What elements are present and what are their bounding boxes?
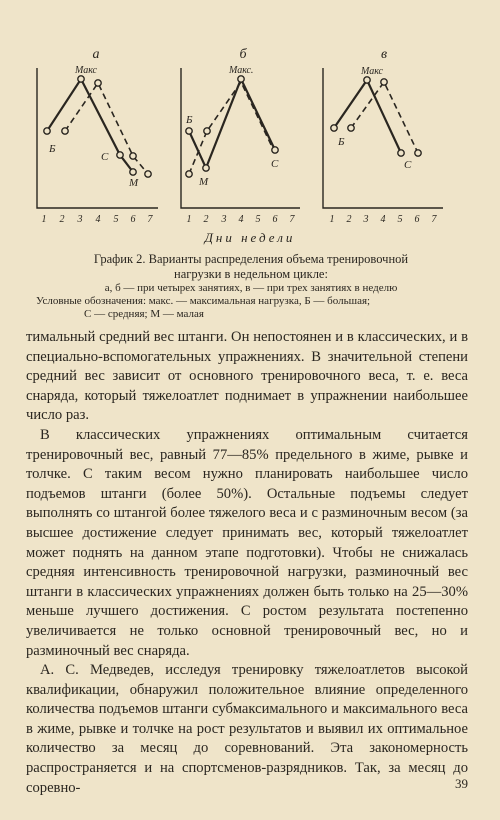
svg-text:5: 5 <box>113 214 119 225</box>
caption-title: График 2. Варианты распределения объема тренировочной нагрузки в недельном цикле: <box>93 252 409 281</box>
data-point <box>238 76 244 82</box>
data-point <box>381 79 387 85</box>
svg-text:6: 6 <box>272 214 278 225</box>
data-point <box>130 153 136 159</box>
panel-letter: а <box>92 47 100 62</box>
svg-text:3: 3 <box>363 214 369 225</box>
x-ticks <box>42 214 154 225</box>
paragraph: А. С. Медведев, исследуя тренировку тяжелоатлетов высокой квалификации, обнаружил положительное влияние определенного количества подъемов штанги субмаксимального и максимального веса в жиме, рывке и толчке на рост результатов и выявил их оптимальное количество за месяц до соревнований. Эта закономерность распространяется и на спортсменов-разрядников. Так, за месяц до соревно- <box>26 662 468 796</box>
svg-text:6: 6 <box>414 214 420 225</box>
paragraph: В классических упражнениях оптимальным считается тренировочный вес, равный 77—85% предельного в жиме, рывке и толчке. С таким весом нужно планировать наибольшее число подъемов штанги (более 50%). Остальные подъемы следует выполнять со штангой более тяжелого веса и с разминочным весом (за высшее достижение следует принимать вес, который тяжелоатлет может поднять на данном этапе подготовки). Чтобы не снижалась средняя интенсивность тренировочной нагрузки, разминочный вес штанги в классических упражнениях должен быть только на 25—30% меньше лучшего достижения. С ростом результата постепенно увеличивается не только основной тренировочный вес, но и разминочный вес снаряда. <box>26 426 468 659</box>
point-label: Макс <box>75 65 97 76</box>
data-point <box>44 128 50 134</box>
point-label: С <box>101 151 109 163</box>
svg-text:1: 1 <box>329 214 335 225</box>
data-point <box>415 150 421 156</box>
point-label: Б <box>49 143 56 155</box>
svg-text:3: 3 <box>221 214 227 225</box>
caption-note: а, б — при четырех занятиях, в — при трех занятиях в неделю <box>104 282 398 294</box>
data-point <box>204 128 210 134</box>
x-axis-label: Дни недели <box>204 230 296 245</box>
x-ticks <box>330 214 438 225</box>
svg-text:6: 6 <box>130 214 136 225</box>
svg-text:4: 4 <box>380 214 386 225</box>
point-label: Б <box>186 114 193 126</box>
svg-text:7: 7 <box>147 214 153 225</box>
page-number: 39 <box>455 776 468 791</box>
svg-text:2: 2 <box>203 214 209 225</box>
point-label: Макс. <box>229 65 254 76</box>
svg-text:5: 5 <box>255 214 261 225</box>
point-label: С <box>404 159 412 171</box>
paragraph: тимальный средний вес штанги. Он непостоянен и в классических, и в специально-вспомогательных упражнениях. В значительной степени средний вес зависит от основного тренировочного веса, т. е. веса снаряда, который тяжелоатлет поднимает в упражнении наибольшее число раз. <box>26 329 468 424</box>
data-point <box>203 165 209 171</box>
svg-text:4: 4 <box>95 214 101 225</box>
data-point <box>186 128 192 134</box>
axis <box>37 68 158 208</box>
data-point <box>145 171 151 177</box>
point-label: М <box>129 177 139 189</box>
solid-series-line <box>189 79 275 168</box>
load-distribution-figure <box>0 0 500 232</box>
point-label: С <box>271 158 279 170</box>
data-point <box>130 169 136 175</box>
figure-caption <box>36 252 466 321</box>
body-text <box>26 328 468 798</box>
panel-letter: в <box>380 47 388 62</box>
data-point <box>95 80 101 86</box>
svg-text:3: 3 <box>77 214 83 225</box>
panel-c <box>323 47 443 225</box>
point-label: Макс <box>361 66 383 77</box>
data-point <box>186 171 192 177</box>
point-label: М <box>199 176 209 188</box>
panel-b <box>181 47 300 225</box>
svg-text:5: 5 <box>397 214 403 225</box>
caption-legend: Условные обозначения: макс. — максимальная нагрузка, Б — большая; С — средняя; М — малая <box>36 295 371 320</box>
svg-text:7: 7 <box>431 214 437 225</box>
data-point <box>62 128 68 134</box>
x-ticks <box>187 214 296 225</box>
data-point <box>272 147 278 153</box>
svg-text:7: 7 <box>289 214 295 225</box>
data-point <box>348 125 354 131</box>
data-point <box>364 77 370 83</box>
data-point <box>398 150 404 156</box>
data-point <box>331 125 337 131</box>
panel-a <box>37 47 158 225</box>
point-label: Б <box>338 136 345 148</box>
svg-text:1: 1 <box>186 214 192 225</box>
svg-text:2: 2 <box>59 214 65 225</box>
svg-text:1: 1 <box>41 214 47 225</box>
svg-text:2: 2 <box>346 214 352 225</box>
data-point <box>78 76 84 82</box>
svg-text:4: 4 <box>238 214 244 225</box>
panel-letter: б <box>239 47 247 62</box>
data-point <box>117 152 123 158</box>
